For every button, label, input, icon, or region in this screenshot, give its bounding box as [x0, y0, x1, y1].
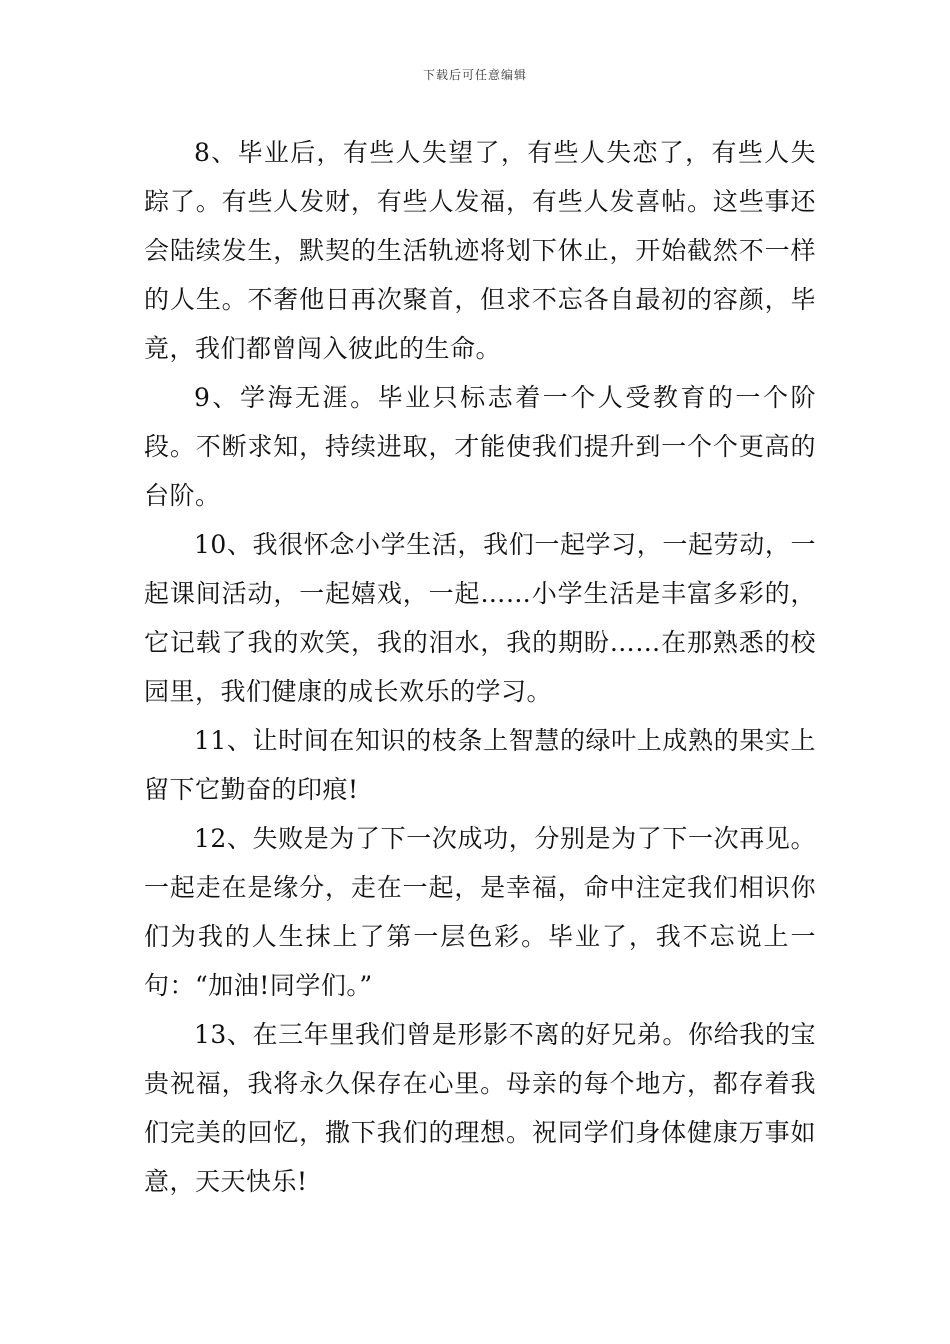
document-body	[144, 128, 816, 1206]
paragraph-10: 10、我很怀念小学生活，我们一起学习，一起劳动，一起课间活动，一起嬉戏，一起……小学生活是丰富多彩的，它记载了我的欢笑，我的泪水，我的期盼……在那熟悉的校园里，我们健康的成长欢乐的学习。	[144, 530, 816, 706]
page-header: 下载后可任意编辑	[422, 68, 527, 82]
paragraph-13: 13、在三年里我们曾是形影不离的好兄弟。你给我的宝贵祝福，我将永久保存在心里。母亲的每个地方，都存着我们完美的回忆，撒下我们的理想。祝同学们身体健康万事如意，天天快乐!	[144, 1020, 816, 1196]
paragraph-9: 9、学海无涯。毕业只标志着一个人受教育的一个阶段。不断求知，持续进取，才能使我们提升到一个个更高的台阶。	[144, 383, 816, 510]
paragraph-11: 11、让时间在知识的枝条上智慧的绿叶上成熟的果实上留下它勤奋的印痕!	[144, 726, 816, 804]
paragraph-12: 12、失败是为了下一次成功，分别是为了下一次再见。一起走在是缘分，走在一起，是幸福，命中注定我们相识你们为我的人生抹上了第一层色彩。毕业了，我不忘说上一句：“加油!同学们。”	[144, 824, 816, 1000]
paragraph-8: 8、毕业后，有些人失望了，有些人失恋了，有些人失踪了。有些人发财，有些人发福，有些人发喜帖。这些事还会陆续发生，默契的生活轨迹将划下休止，开始截然不一样的人生。不奢他日再次聚首，但求不忘各自最初的容颜，毕竟，我们都曾闯入彼此的生命。	[144, 138, 816, 363]
